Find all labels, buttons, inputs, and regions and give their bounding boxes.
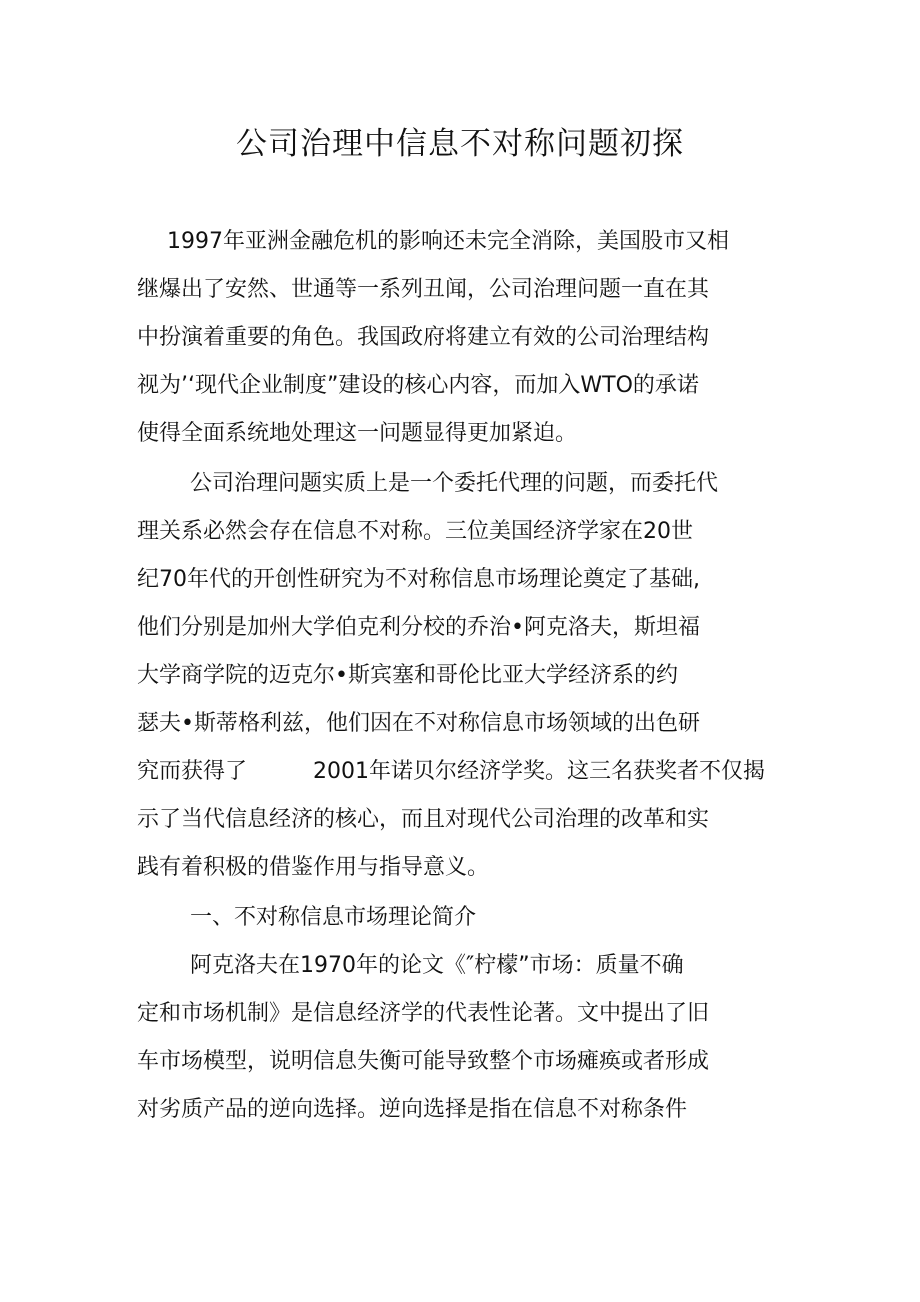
paragraph-3-line-2: 定和市场机制》是信息经济学的代表性论著。文中提出了旧 bbox=[137, 1001, 710, 1026]
paragraph-2-line-6: 瑟夫•斯蒂格利兹，他们因在不对称信息市场领域的出色研 bbox=[137, 711, 700, 736]
paragraph-2-line-8: 示了当代信息经济的核心，而且对现代公司治理的改革和实 bbox=[137, 807, 710, 832]
paragraph-1-line-1: 1997年亚洲金融危机的影响还未完全消除，美国股市又相 bbox=[167, 229, 729, 254]
paragraph-2-line-7-end: 2001年诺贝尔经济学奖。这三名获奖者不仅揭 bbox=[313, 759, 766, 784]
paragraph-3-line-3: 车市场模型，说明信息失衡可能导致整个市场瘫痪或者形成 bbox=[137, 1049, 710, 1074]
paragraph-1-line-2: 继爆出了安然、世通等一系列丑闻，公司治理问题一直在其 bbox=[137, 277, 710, 302]
paragraph-3-line-1: 阿克洛夫在1970年的论文《″柠檬”市场：质量不确 bbox=[190, 953, 684, 978]
paragraph-2-line-7 bbox=[137, 757, 765, 787]
paragraph-2-line-2: 理关系必然会存在信息不对称。三位美国经济学家在20世 bbox=[137, 519, 693, 544]
document-title: 公司治理中信息不对称问题初探 bbox=[236, 126, 684, 162]
paragraph-1-line-3: 中扮演着重要的角色。我国政府将建立有效的公司治理结构 bbox=[137, 325, 710, 350]
paragraph-2-line-4: 他们分别是加州大学伯克利分校的乔治•阿克洛夫，斯坦福 bbox=[137, 615, 700, 640]
paragraph-2-line-3: 纪70年代的开创性研究为不对称信息市场理论奠定了基础, bbox=[137, 567, 700, 592]
section-heading: 一、不对称信息市场理论简介 bbox=[190, 905, 477, 930]
paragraph-1-line-5: 使得全面系统地处理这一问题显得更加紧迫。 bbox=[137, 421, 578, 446]
paragraph-2-line-1: 公司治理问题实质上是一个委托代理的问题，而委托代 bbox=[190, 471, 719, 496]
paragraph-2-line-9: 践有着积极的借鉴作用与指导意义。 bbox=[137, 855, 490, 880]
paragraph-3-line-4: 对劣质产品的逆向选择。逆向选择是指在信息不对称条件 bbox=[137, 1097, 688, 1122]
paragraph-2-line-7-start: 究而获得了 bbox=[137, 759, 248, 784]
paragraph-2-line-5: 大学商学院的迈克尔•斯宾塞和哥伦比亚大学经济系的约 bbox=[137, 663, 678, 688]
paragraph-1-line-4: 视为’‘现代企业制度”建设的核心内容，而加入WTO的承诺 bbox=[137, 373, 699, 398]
